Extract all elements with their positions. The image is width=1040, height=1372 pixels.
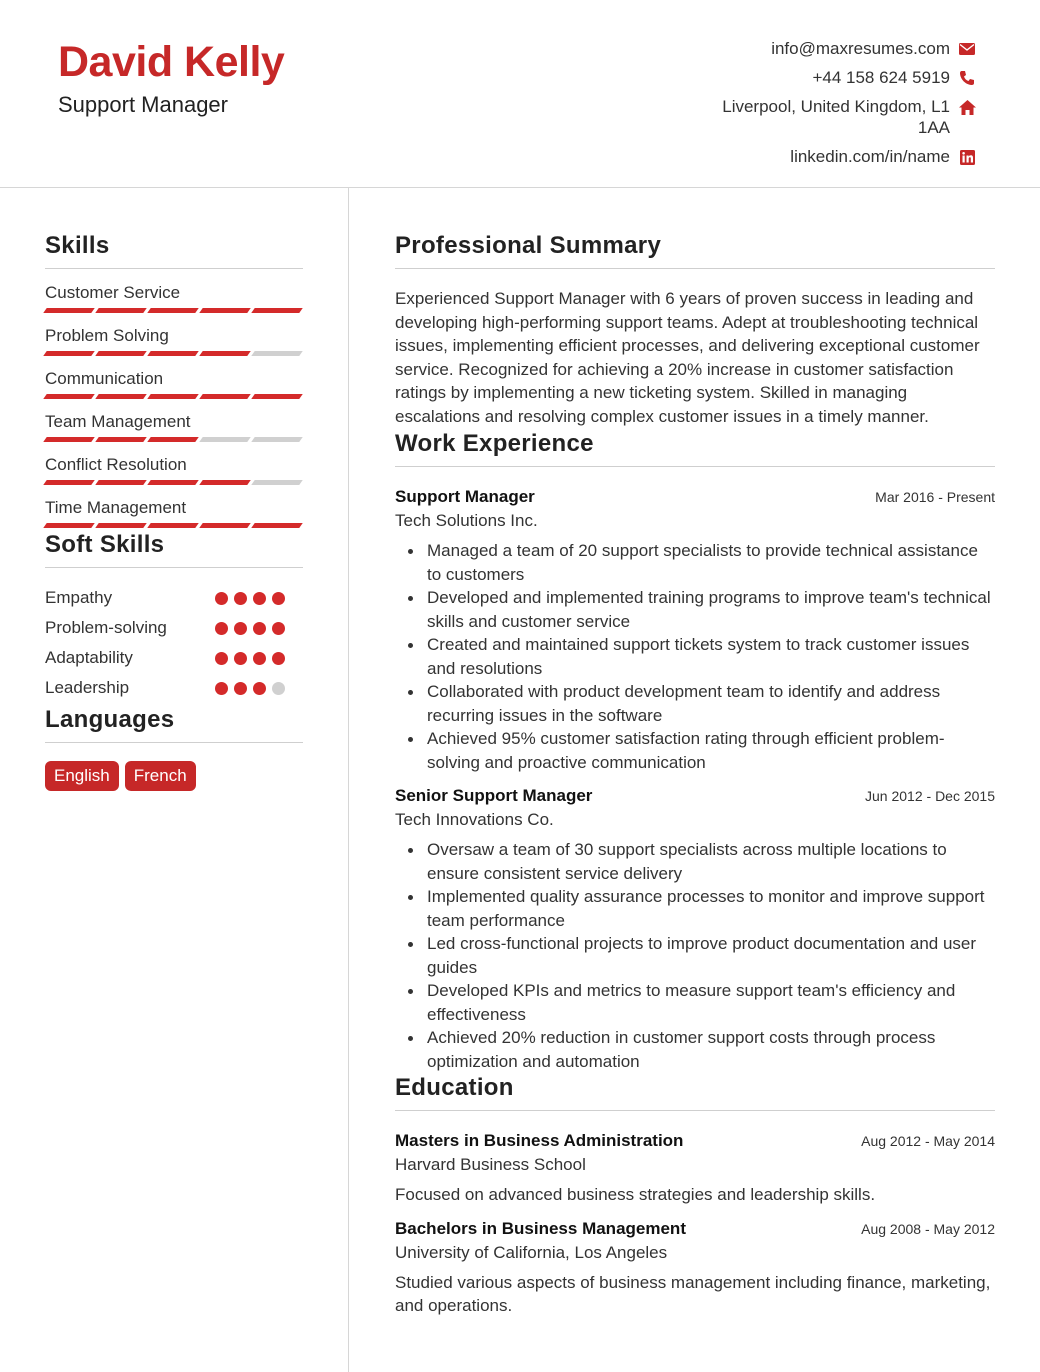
education-header <box>395 1219 995 1239</box>
soft-skill-item <box>45 618 303 648</box>
education-list <box>395 1131 995 1318</box>
job-bullet: Oversaw a team of 30 support specialists across multiple locations to ensure consistent service delivery <box>427 838 995 885</box>
soft-skill-item <box>45 588 303 618</box>
skill-item <box>45 455 303 484</box>
skill-meter-segment <box>251 308 303 313</box>
job-date: Jun 2012 - Dec 2015 <box>865 788 995 804</box>
job-bullet: Developed and implemented training programs to improve team's technical skills and customer service <box>427 586 995 633</box>
skill-meter-segment <box>251 394 303 399</box>
languages-heading: Languages <box>45 706 303 743</box>
contact-location <box>676 96 976 138</box>
envelope-icon <box>958 40 976 58</box>
languages-list <box>45 761 303 791</box>
job-bullet: Achieved 95% customer satisfaction rating through efficient problem-solving and proactive communication <box>427 727 995 774</box>
soft-skill-rating <box>215 622 285 635</box>
skill-meter-segment <box>95 351 147 356</box>
contact-email[interactable] <box>676 38 976 59</box>
column-divider <box>348 188 349 1372</box>
job-header <box>395 487 995 507</box>
skills-heading: Skills <box>45 232 303 269</box>
education-entry <box>395 1219 995 1318</box>
sidebar <box>45 232 303 791</box>
skill-meter-segment <box>147 480 199 485</box>
skill-meter-segment <box>147 351 199 356</box>
job-bullet: Created and maintained support tickets system to track customer issues and resolutions <box>427 633 995 680</box>
skill-item <box>45 369 303 398</box>
job-bullet: Collaborated with product development team to identify and address recurring issues in the software <box>427 680 995 727</box>
soft-skill-item <box>45 678 303 708</box>
skill-meter-segment <box>199 351 251 356</box>
skill-meter-segment <box>251 523 303 528</box>
company-name: Tech Innovations Co. <box>395 810 554 829</box>
skill-meter-segment <box>43 437 95 442</box>
soft-skill-label: Problem-solving <box>45 618 167 637</box>
skill-meter <box>45 394 301 399</box>
skill-meter <box>45 437 301 442</box>
contact-email-text[interactable]: info@maxresumes.com <box>771 39 950 58</box>
skill-meter-segment <box>43 308 95 313</box>
contact-linkedin[interactable] <box>676 146 976 167</box>
job-bullet: Led cross-functional projects to improve product documentation and user guides <box>427 932 995 979</box>
phone-icon <box>958 69 976 87</box>
soft-skill-label: Leadership <box>45 678 130 697</box>
rating-dot <box>253 682 266 695</box>
skill-label: Communication <box>45 369 164 388</box>
skill-meter-segment <box>43 480 95 485</box>
rating-dot <box>272 652 285 665</box>
rating-dot <box>234 622 247 635</box>
soft-skill-label: Empathy <box>45 588 113 607</box>
education-heading: Education <box>395 1074 995 1111</box>
skill-label: Team Management <box>45 412 191 431</box>
skill-label: Time Management <box>45 498 187 517</box>
rating-dot <box>234 652 247 665</box>
job-bullets <box>395 539 995 774</box>
rating-dot <box>272 592 285 605</box>
job-date: Mar 2016 - Present <box>875 489 995 505</box>
skill-meter-segment <box>147 394 199 399</box>
rating-dot <box>215 592 228 605</box>
education-header <box>395 1131 995 1151</box>
skill-label: Problem Solving <box>45 326 169 345</box>
skill-meter-segment <box>199 480 251 485</box>
school-name: Harvard Business School <box>395 1155 586 1174</box>
degree-title: Masters in Business Administration <box>395 1131 684 1150</box>
job-bullet: Developed KPIs and metrics to measure support team's efficiency and effectiveness <box>427 979 995 1026</box>
home-icon <box>958 98 976 116</box>
rating-dot <box>272 682 285 695</box>
contact-phone-text[interactable]: +44 158 624 5919 <box>812 68 950 87</box>
language-badge: French <box>125 761 196 791</box>
skill-meter-segment <box>43 394 95 399</box>
skill-label: Conflict Resolution <box>45 455 187 474</box>
rating-dot <box>234 682 247 695</box>
skill-item <box>45 326 303 355</box>
skill-meter-segment <box>95 394 147 399</box>
degree-title: Bachelors in Business Management <box>395 1218 686 1238</box>
contact-linkedin-text[interactable]: linkedin.com/in/name <box>790 147 950 166</box>
job-bullets <box>395 838 995 1073</box>
soft-skills-list <box>45 588 303 708</box>
skill-meter <box>45 480 301 485</box>
education-description: Studied various aspects of business management including finance, marketing, and operations. <box>395 1272 991 1315</box>
skill-meter-segment <box>43 351 95 356</box>
job-header <box>395 786 995 806</box>
job-bullet: Achieved 20% reduction in customer support costs through process optimization and automation <box>427 1026 995 1073</box>
resume-header <box>0 0 1040 188</box>
job-title: Senior Support Manager <box>395 786 593 805</box>
skill-meter-segment <box>251 437 303 442</box>
rating-dot <box>253 592 266 605</box>
rating-dot <box>215 622 228 635</box>
experience-heading: Work Experience <box>395 430 995 467</box>
skill-meter <box>45 351 301 356</box>
rating-dot <box>253 652 266 665</box>
skill-meter-segment <box>147 437 199 442</box>
job-bullet: Managed a team of 20 support specialists to provide technical assistance to customers <box>427 539 995 586</box>
skill-meter-segment <box>199 308 251 313</box>
summary-text: Experienced Support Manager with 6 years of proven success in leading and developing high-performing support teams. Adept at troubleshooting technical issues, implementing efficient processes, and delivering exceptional customer service. Recognized for achieving a 20% increase in customer satisfaction ratings by implementing a new ticketing system. Skilled in managing escalations and resolving complex customer issues in a timely manner. <box>395 289 980 426</box>
job-title: Support Manager <box>395 487 535 506</box>
skill-meter-segment <box>251 480 303 485</box>
soft-skill-rating <box>215 652 285 665</box>
skill-meter-segment <box>199 523 251 528</box>
rating-dot <box>215 652 228 665</box>
candidate-name: David Kelly <box>58 38 285 86</box>
skill-meter-segment <box>147 308 199 313</box>
rating-dot <box>253 622 266 635</box>
skill-meter <box>45 308 301 313</box>
rating-dot <box>234 592 247 605</box>
skills-list <box>45 283 303 527</box>
main-content <box>395 232 995 1318</box>
language-badge: English <box>45 761 119 791</box>
rating-dot <box>215 682 228 695</box>
job-list <box>395 487 995 1073</box>
skill-label: Customer Service <box>45 283 181 302</box>
skill-item <box>45 498 303 527</box>
soft-skill-rating <box>215 592 285 605</box>
rating-dot <box>272 622 285 635</box>
skill-meter-segment <box>95 308 147 313</box>
job-bullet: Implemented quality assurance processes to monitor and improve support team performance <box>427 885 995 932</box>
education-description: Focused on advanced business strategies and leadership skills. <box>395 1185 876 1204</box>
skill-meter-segment <box>199 437 251 442</box>
linkedin-icon <box>958 148 976 166</box>
skill-item <box>45 412 303 441</box>
candidate-role: Support Manager <box>58 92 228 117</box>
education-entry <box>395 1131 995 1207</box>
skill-meter-segment <box>95 480 147 485</box>
skill-meter <box>45 523 301 528</box>
contact-list <box>676 38 976 175</box>
education-date: Aug 2012 - May 2014 <box>861 1133 995 1149</box>
skill-meter-segment <box>199 394 251 399</box>
soft-skill-label: Adaptability <box>45 648 133 667</box>
soft-skills-heading: Soft Skills <box>45 531 303 568</box>
education-date: Aug 2008 - May 2012 <box>861 1220 995 1237</box>
skill-meter-segment <box>43 523 95 528</box>
skill-meter-segment <box>147 523 199 528</box>
skill-meter-segment <box>251 351 303 356</box>
skill-item <box>45 283 303 312</box>
soft-skill-item <box>45 648 303 678</box>
skill-meter-segment <box>95 523 147 528</box>
skill-meter-segment <box>95 437 147 442</box>
school-name: University of California, Los Angeles <box>395 1242 668 1262</box>
job-entry <box>395 786 995 1073</box>
soft-skill-rating <box>215 682 285 695</box>
contact-phone[interactable] <box>676 67 976 88</box>
contact-location-text: Liverpool, United Kingdom, L1 1AA <box>722 97 950 137</box>
job-entry <box>395 487 995 774</box>
company-name: Tech Solutions Inc. <box>395 511 538 530</box>
summary-heading: Professional Summary <box>395 232 995 269</box>
